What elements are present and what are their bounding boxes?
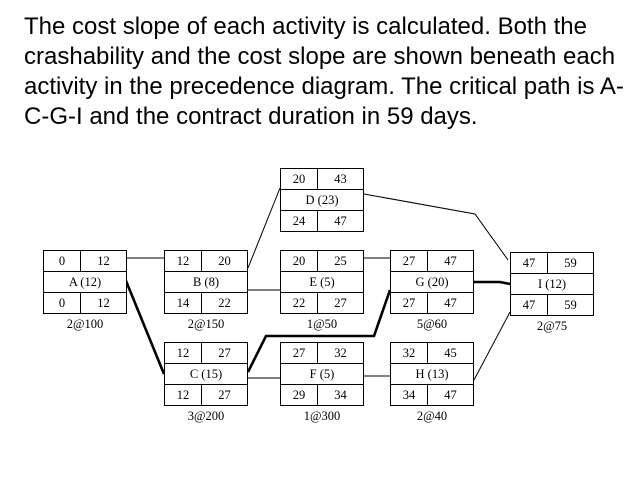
early-finish: 20 (218, 254, 231, 268)
late-finish: 34 (334, 388, 347, 402)
late-finish: 27 (218, 388, 231, 402)
critical-link-g-i (474, 282, 510, 284)
late-start: 22 (281, 293, 318, 313)
late-start: 27 (391, 293, 428, 313)
early-finish: 59 (564, 256, 577, 270)
activity-node-d (280, 168, 364, 232)
crash-cost-slope: 1@50 (306, 317, 338, 331)
early-start: 47 (511, 253, 548, 273)
activity-label: A (12) (68, 275, 102, 289)
activity-box (43, 250, 127, 314)
activity-box (164, 342, 248, 406)
crash-cost-slope: 2@100 (66, 317, 104, 331)
early-start: 20 (281, 169, 318, 189)
crash-cost-slope: 5@60 (416, 317, 448, 331)
activity-box (164, 250, 248, 314)
crash-cost-slope: 2@150 (187, 317, 225, 331)
activity-box (390, 250, 474, 314)
early-start: 12 (165, 343, 202, 363)
late-finish: 47 (444, 388, 457, 402)
early-finish: 12 (97, 254, 110, 268)
activity-node-h (390, 342, 474, 423)
early-start: 20 (281, 251, 318, 271)
early-finish: 43 (334, 172, 347, 186)
activity-label: C (15) (189, 367, 223, 381)
late-start: 47 (511, 295, 548, 315)
late-finish: 47 (334, 214, 347, 228)
activity-node-g (390, 250, 474, 331)
early-start: 0 (44, 251, 81, 271)
late-start: 0 (44, 293, 81, 313)
link-h-i (474, 312, 510, 380)
late-start: 14 (165, 293, 202, 313)
activity-box (280, 250, 364, 314)
late-finish: 22 (218, 296, 231, 310)
late-finish: 59 (564, 298, 577, 312)
activity-label: B (8) (192, 275, 220, 289)
link-b-d (248, 188, 280, 268)
critical-link-a-c (124, 276, 164, 374)
late-finish: 27 (334, 296, 347, 310)
activity-label: F (5) (309, 367, 335, 381)
crash-cost-slope: 1@300 (303, 409, 341, 423)
activity-box (280, 168, 364, 232)
early-start: 27 (391, 251, 428, 271)
late-start: 24 (281, 211, 318, 231)
early-finish: 45 (444, 346, 457, 360)
activity-node-e (280, 250, 364, 331)
early-start: 32 (391, 343, 428, 363)
early-finish: 47 (444, 254, 457, 268)
late-start: 12 (165, 385, 202, 405)
activity-node-b (164, 250, 248, 331)
activity-label: I (12) (537, 277, 567, 291)
early-start: 12 (165, 251, 202, 271)
activity-label: H (13) (415, 367, 449, 381)
late-start: 34 (391, 385, 428, 405)
late-finish: 47 (444, 296, 457, 310)
early-start: 27 (281, 343, 318, 363)
late-start: 29 (281, 385, 318, 405)
activity-box (280, 342, 364, 406)
activity-box (510, 252, 594, 316)
activity-node-c (164, 342, 248, 423)
activity-label: G (20) (415, 275, 449, 289)
activity-node-i (510, 252, 594, 333)
late-finish: 12 (97, 296, 110, 310)
activity-label: E (5) (309, 275, 335, 289)
activity-label: D (23) (305, 193, 339, 207)
activity-box (390, 342, 474, 406)
slide-text: The cost slope of each activity is calculated. Both the crashability and the cost slope are shown beneath each activity in the precedence diagram. The critical path is A-C-G-I and the contract duration in 59 days. (24, 13, 624, 130)
crash-cost-slope: 2@40 (416, 409, 448, 423)
early-finish: 25 (334, 254, 347, 268)
crash-cost-slope: 3@200 (187, 409, 225, 423)
activity-node-f (280, 342, 364, 423)
crash-cost-slope: 2@75 (536, 319, 568, 333)
early-finish: 32 (334, 346, 347, 360)
activity-node-a (43, 250, 127, 331)
early-finish: 27 (218, 346, 231, 360)
